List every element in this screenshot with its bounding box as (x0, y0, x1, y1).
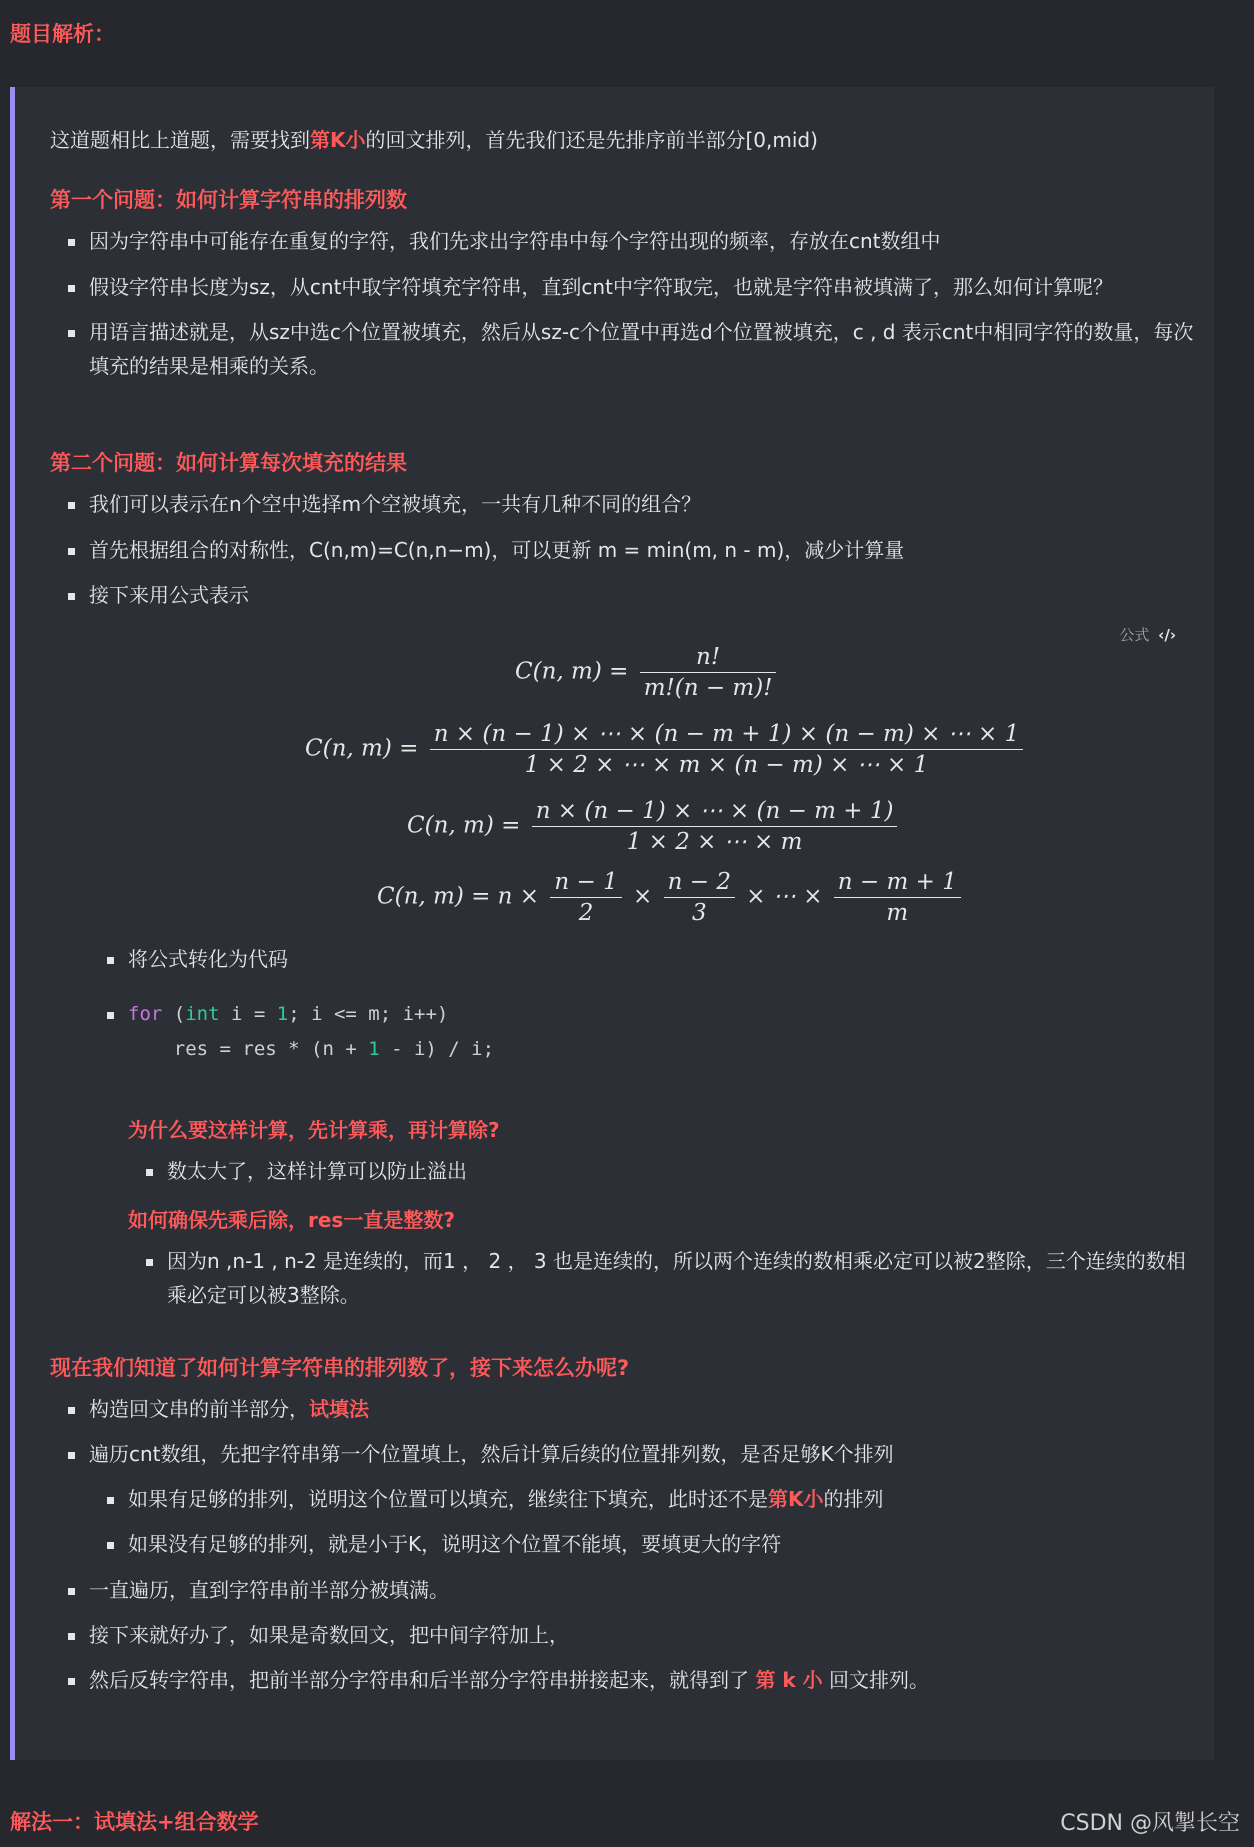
list-item (128, 1482, 884, 1516)
intro-highlight: 第K小 (310, 128, 366, 152)
code-text: res = res * (n + (128, 1038, 369, 1060)
formula-1 (515, 642, 780, 703)
code-block (128, 997, 494, 1067)
code-number: 1 (368, 1038, 380, 1060)
formula-numerator: n × (n − 1) × ⋯ × (n − m + 1) (532, 796, 898, 827)
list-item: 因为n ,n-1 , n-2 是连续的，而1 ， 2 ， 3 也是连续的，所以两个连续的数相乘必定可以被2整除，三个连续的数相乘必定可以被3整除。 (167, 1244, 1197, 1312)
code-icon: ‹/› (1158, 626, 1176, 644)
list-item-highlight: 第K小 (768, 1487, 824, 1511)
watermark: CSDN @风掣长空 (1060, 1811, 1240, 1836)
formula-denominator: m!(n − m)! (643, 675, 773, 701)
formula-lhs: C(n, m) = (305, 735, 419, 762)
question-heading: 为什么要这样计算，先计算乘，再计算除? (128, 1118, 500, 1142)
code-type: int (185, 1003, 220, 1025)
intro-paragraph (50, 124, 818, 153)
formula-3 (407, 796, 901, 857)
list-item: 首先根据组合的对称性，C(n,m)=C(n,n−m)，可以更新 m = min(m, n - m)，减少计算量 (89, 533, 904, 567)
formula-denominator: 3 (691, 900, 707, 926)
list-item: 数太大了，这样计算可以防止溢出 (167, 1154, 467, 1188)
list-item-text: 然后反转字符串，把前半部分字符串和后半部分字符串拼接起来，就得到了 (89, 1668, 756, 1692)
analysis-blockquote (10, 87, 1214, 1760)
formula-operator: × ⋯ × (746, 883, 823, 910)
list-item (89, 1663, 929, 1697)
section3-heading: 现在我们知道了如何计算字符串的排列数了，接下来怎么办呢? (50, 1356, 630, 1380)
formula-denominator: 1 × 2 × ⋯ × m × (n − m) × ⋯ × 1 (524, 752, 929, 778)
formula-lhs: C(n, m) = n × (377, 883, 540, 910)
intro-text-after: 的回文排列，首先我们还是先排序前半部分[0,mid) (365, 128, 818, 152)
formula-numerator: n! (640, 642, 777, 673)
formula-label: 公式 (1119, 626, 1150, 644)
code-text: ( (162, 1003, 186, 1025)
list-item-text: 回文排列。 (822, 1668, 929, 1692)
list-item-text: 构造回文串的前半部分， (89, 1397, 309, 1421)
list-item-text: 如果有足够的排列，说明这个位置可以填充，继续往下填充，此时还不是 (128, 1487, 768, 1511)
solution-heading: 解法一：试填法+组合数学 (10, 1810, 259, 1834)
section1-heading: 第一个问题：如何计算字符串的排列数 (50, 188, 407, 212)
list-item: 接下来就好办了，如果是奇数回文，把中间字符加上， (89, 1618, 569, 1652)
formula-2 (305, 719, 1027, 780)
formula-numerator: n × (n − 1) × ⋯ × (n − m + 1) × (n − m) × ⋯ × 1 (430, 719, 1024, 750)
formula-4 (377, 867, 965, 928)
section2-heading: 第二个问题：如何计算每次填充的结果 (50, 451, 407, 475)
code-keyword: for (128, 1003, 163, 1025)
list-item: 接下来用公式表示 (89, 578, 249, 612)
page-title: 题目解析： (10, 22, 115, 46)
formula-lhs: C(n, m) = (515, 658, 629, 685)
code-number: 1 (276, 1003, 289, 1025)
formula-denominator: m (886, 900, 909, 926)
list-item: 遍历cnt数组，先把字符串第一个位置填上，然后计算后续的位置排列数，是否足够K个排列 (89, 1437, 894, 1471)
list-item: 用语言描述就是，从sz中选c个位置被填充，然后从sz-c个位置中再选d个位置被填充，c , d 表示cnt中相同字符的数量，每次填充的结果是相乘的关系。 (89, 315, 1194, 383)
question-heading: 如何确保先乘后除，res一直是整数? (128, 1208, 455, 1232)
formula-operator: × (633, 883, 653, 910)
list-item: 假设字符串长度为sz，从cnt中取字符填充字符串，直到cnt中字符取完，也就是字符串被填满了，那么如何计算呢？ (89, 270, 1113, 304)
list-item: 因为字符串中可能存在重复的字符，我们先求出字符串中每个字符出现的频率，存放在cnt数组中 (89, 224, 941, 258)
list-item: 将公式转化为代码 (128, 942, 288, 976)
code-text: - i) / i; (379, 1038, 495, 1060)
list-item-text: 的排列 (823, 1487, 884, 1511)
formula-numerator: n − 2 (664, 867, 735, 898)
formula-toggle[interactable] (1119, 624, 1176, 645)
code-text: ; i <= m; i++) (288, 1003, 449, 1025)
formula-numerator: n − 1 (550, 867, 621, 898)
list-item: 如果没有足够的排列，就是小于K，说明这个位置不能填，要填更大的字符 (128, 1527, 781, 1561)
list-item-highlight: 第 k 小 (755, 1668, 823, 1692)
formula-lhs: C(n, m) = (407, 812, 521, 839)
list-item-highlight: 试填法 (309, 1397, 369, 1421)
list-item: 我们可以表示在n个空中选择m个空被填充，一共有几种不同的组合？ (89, 487, 701, 521)
formula-numerator: n − m + 1 (834, 867, 961, 898)
code-text: i = (219, 1003, 277, 1025)
formula-denominator: 2 (578, 900, 594, 926)
formula-denominator: 1 × 2 × ⋯ × m (626, 829, 803, 855)
list-item: 一直遍历，直到字符串前半部分被填满。 (89, 1573, 449, 1607)
list-item (89, 1392, 369, 1426)
intro-text: 这道题相比上道题，需要找到 (50, 128, 310, 152)
